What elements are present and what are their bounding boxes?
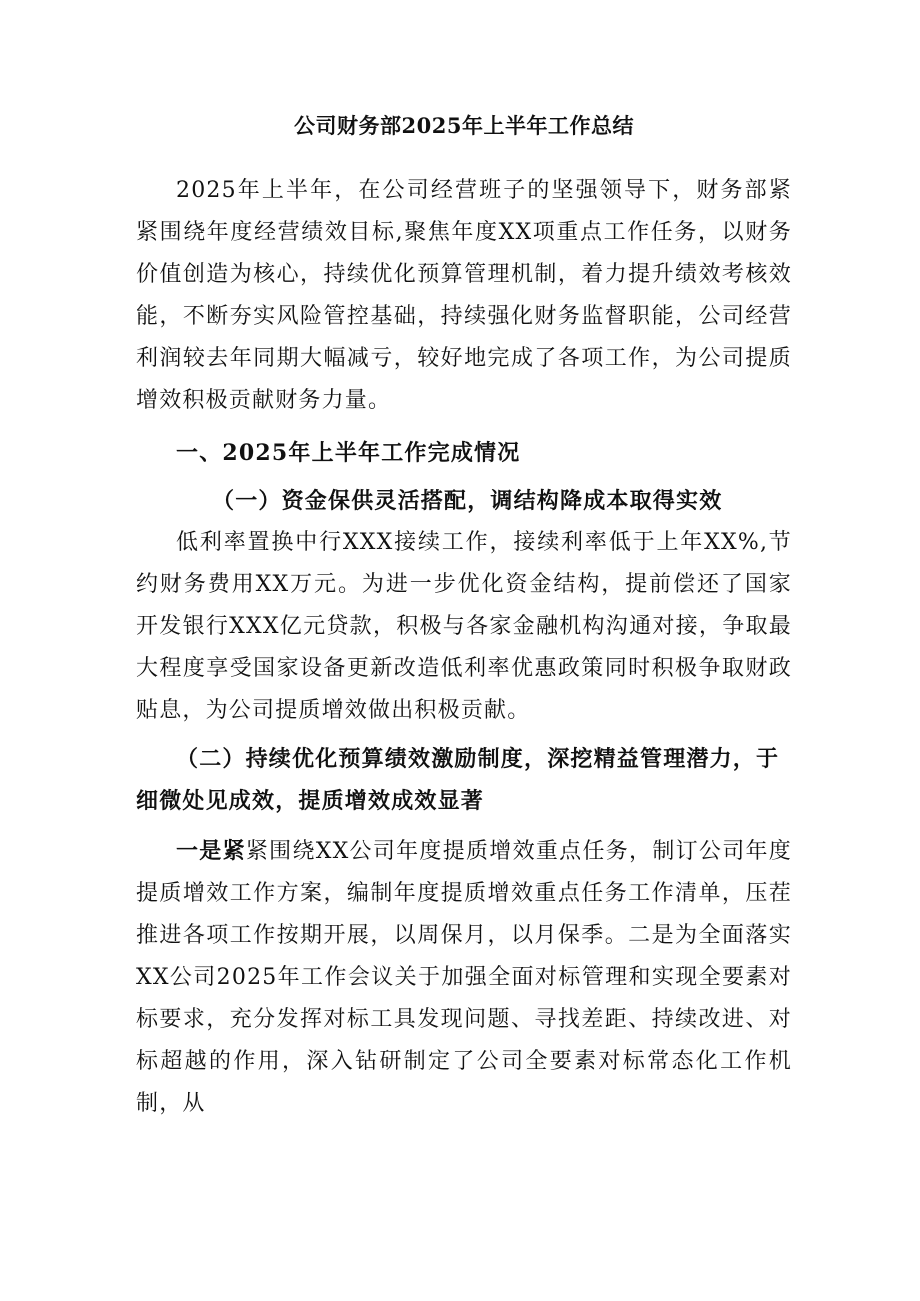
document-title: 公司财务部2025年上半年工作总结 xyxy=(294,113,634,138)
intro-paragraph: 2025年上半年，在公司经营班子的坚强领导下，财务部紧紧围绕年度经营绩效目标,聚焦年度XX项重点工作任务，以财务价值创造为核心，持续优化预算管理机制，着力提升绩效考核效能，不断夯实风险管控基础，持续强化财务监督职能，公司经营利润较去年同期大幅减亏，较好地完成了各项工作，为公司提质增效积极贡献财务力量。 xyxy=(136,178,792,413)
subsection-2-paragraph xyxy=(136,830,792,1125)
bold-lead-text: 一是紧 xyxy=(176,838,246,864)
subsection-2-body-text: 紧围绕XX公司年度提质增效重点任务，制订公司年度提质增效工作方案，编制年度提质增效重点任务工作清单，压茬推进各项工作按期开展，以周保月，以月保季。二是为全面落实XX公司2025年工作会议关于加强全面对标管理和实现全要素对标要求，充分发挥对标工具发现问题、寻找差距、持续改进、对标超越的作用，深入钻研制定了公司全要素对标常态化工作机制，从 xyxy=(136,839,792,1116)
subsection-heading-2: （二）持续优化预算绩效激励制度，深挖精益管理潜力，于细微处见成效，提质增效成效显著 xyxy=(136,746,780,814)
subsection-heading-1: （一）资金保供灵活搭配，调结构降成本取得实效 xyxy=(212,488,723,514)
subsection-1-paragraph: 低利率置换中行XXX接续工作，接续利率低于上年XX%,节约财务费用XX万元。为进一步优化资金结构，提前偿还了国家开发银行XXX亿元贷款，积极与各家金融机构沟通对接，争取最大程度享受国家设备更新改造低利率优惠政策同时积极争取财政贴息，为公司提质增效做出积极贡献。 xyxy=(136,530,792,723)
section-heading-1: 一、2025年上半年工作完成情况 xyxy=(176,440,521,466)
